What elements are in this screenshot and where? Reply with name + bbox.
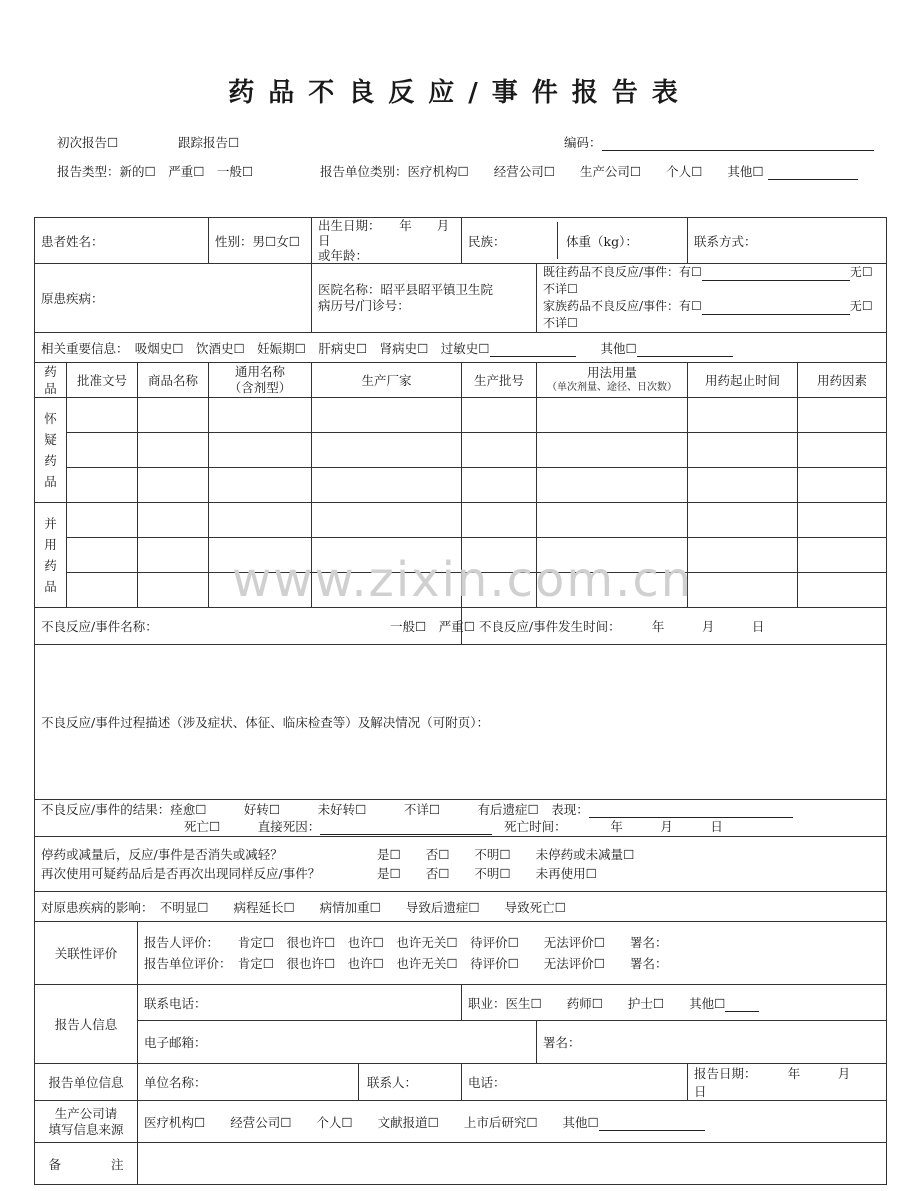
unit-type-field[interactable] (320, 162, 858, 180)
report-date-field[interactable]: 报告日期： 年 月 日 (688, 1064, 887, 1101)
table-cell[interactable] (209, 468, 312, 503)
remark-row (35, 1143, 887, 1185)
table-cell[interactable] (537, 468, 688, 503)
hospital-field[interactable] (312, 264, 537, 333)
form-table (34, 217, 887, 1185)
ethnicity-weight-cell (462, 218, 688, 264)
table-cell[interactable] (312, 503, 462, 538)
gender-field[interactable]: 性别：男☐女☐ (209, 218, 312, 264)
suspect-drug-row (35, 433, 887, 468)
table-cell[interactable] (688, 468, 798, 503)
history-row (35, 264, 887, 333)
dechallenge-field[interactable] (35, 837, 887, 892)
report-type-options[interactable]: 报告类型：新的☐ 严重☐ 一般☐ (57, 164, 254, 179)
form-title: 药品不良反应/事件报告表 (228, 78, 692, 108)
birth-date-label: 出生日期： 年 月 日 (318, 218, 475, 248)
table-cell[interactable] (138, 538, 209, 573)
unit-info-label: 报告单位信息 (35, 1064, 138, 1101)
col-generic-name: 通用名称 （含剂型） (209, 363, 312, 398)
concomitant-drug-row (35, 503, 887, 538)
process-description-field[interactable]: 不良反应/事件过程描述（涉及症状、体征、临床检查等）及解决情况（可附页）： (35, 645, 887, 800)
unit-phone-field[interactable]: 电话： (462, 1064, 688, 1101)
col-batch: 生产批号 (462, 363, 537, 398)
reporter-job-field[interactable] (462, 985, 887, 1021)
family-adr-label: 家族药品不良反应/事件：有☐ (543, 299, 702, 313)
relevance-label: 关联性评价 (35, 922, 138, 985)
allergy-line[interactable] (490, 344, 576, 357)
outcome-options[interactable]: 不良反应/事件的结果：痊愈☐ 好转☐ 未好转☐ 不详☐ 有后遗症☐ 表现： (41, 802, 589, 817)
past-adr-label: 既往药品不良反应/事件：有☐ (543, 265, 702, 279)
table-cell[interactable] (537, 398, 688, 433)
remark-label: 备 注 (35, 1143, 138, 1185)
rechallenge-question: 再次使用可疑药品后是否再次出现同样反应/事件？ (41, 866, 321, 881)
ethnicity-field[interactable]: 民族： (468, 233, 506, 249)
death-cause-line[interactable] (320, 822, 492, 835)
table-cell[interactable] (798, 503, 887, 538)
related-info-field[interactable] (35, 333, 887, 363)
table-cell[interactable] (67, 503, 138, 538)
col-reason: 用药因素 (798, 363, 887, 398)
related-other-line[interactable] (637, 344, 733, 357)
job-other-line[interactable] (725, 999, 759, 1012)
table-cell[interactable] (67, 398, 138, 433)
reporter-phone-field[interactable]: 联系电话： (138, 985, 462, 1021)
remark-field[interactable] (138, 1143, 887, 1185)
reporter-row-1 (35, 985, 887, 1021)
dechallenge-question: 停药或减量后，反应/事件是否消失或减轻？ (41, 847, 283, 862)
source-label: 生产公司请 填写信息来源 (35, 1101, 138, 1143)
dechallenge-options[interactable]: 是☐ 否☐ 不明☐ 未停药或未减量☐ (377, 847, 635, 862)
adr-name-row (35, 608, 887, 645)
table-cell[interactable] (798, 468, 887, 503)
related-info-options[interactable]: 相关重要信息： 吸烟史☐ 饮酒史☐ 妊娠期☐ 肝病史☐ 肾病史☐ 过敏史☐ (41, 340, 490, 356)
adr-time-label[interactable]: 不良反应/事件发生时间： 年 月 日 (478, 619, 765, 634)
table-cell[interactable] (138, 468, 209, 503)
table-cell[interactable] (209, 433, 312, 468)
col-period: 用药起止时间 (688, 363, 798, 398)
unit-evaluation[interactable]: 报告单位评价： 肯定☐ 很也许☐ 也许☐ 也许无关☐ 待评价☐ 无法评价☐ 署名： (144, 956, 668, 971)
unit-type-options[interactable]: 报告单位类别：医疗机构☐ 经营公司☐ 生产公司☐ 个人☐ 其他☐ (320, 164, 764, 179)
col-approval: 批准文号 (67, 363, 138, 398)
table-cell[interactable] (688, 573, 798, 608)
patient-row (35, 218, 887, 264)
dechallenge-row (35, 837, 887, 892)
death-time-label[interactable]: 死亡时间： 年 月 日 (504, 819, 723, 834)
adr-history-field[interactable] (537, 264, 887, 333)
drug-header-row (35, 363, 887, 398)
past-adr-options[interactable]: 无☐ 不详☐ (543, 265, 885, 296)
death-cause-label[interactable]: 死亡☐ 直接死因： (184, 819, 321, 834)
suspect-drug-label: 怀疑药品 (35, 398, 67, 503)
source-field[interactable] (138, 1101, 887, 1143)
family-adr-options[interactable]: 无☐ 不详☐ (543, 299, 885, 330)
adr-severity-time-field[interactable] (390, 608, 887, 645)
table-cell[interactable] (462, 398, 537, 433)
table-cell[interactable] (462, 503, 537, 538)
concomitant-drug-label: 并用药品 (35, 503, 67, 608)
table-cell[interactable] (67, 468, 138, 503)
table-cell[interactable] (138, 573, 209, 608)
table-cell[interactable] (798, 538, 887, 573)
table-cell[interactable] (67, 433, 138, 468)
report-form (34, 217, 886, 1185)
table-cell[interactable] (312, 398, 462, 433)
reporter-evaluation[interactable]: 报告人评价： 肯定☐ 很也许☐ 也许☐ 也许无关☐ 待评价☐ 无法评价☐ 署名： (144, 935, 668, 950)
source-options[interactable]: 医疗机构☐ 经营公司☐ 个人☐ 文献报道☐ 上市后研究☐ 其他☐ (144, 1114, 599, 1130)
table-cell[interactable] (462, 468, 537, 503)
outcome-row (35, 800, 887, 837)
watermark: www.zixin.com.cn (232, 552, 694, 608)
unit-type-other-line[interactable] (768, 165, 858, 180)
code-label: 编码： (564, 135, 602, 150)
table-cell[interactable] (209, 503, 312, 538)
impact-row (35, 892, 887, 922)
suspect-drug-row (35, 398, 887, 433)
col-trade-name: 商品名称 (138, 363, 209, 398)
table-cell[interactable] (138, 433, 209, 468)
table-cell[interactable] (209, 398, 312, 433)
record-number-label: 病历号/门诊号： (318, 298, 410, 313)
col-manufacturer: 生产厂家 (312, 363, 462, 398)
process-row (35, 645, 887, 800)
code-field[interactable] (564, 133, 874, 151)
table-cell[interactable] (688, 433, 798, 468)
col-drug: 药品 (35, 363, 67, 398)
table-cell[interactable] (688, 503, 798, 538)
past-adr-line[interactable] (702, 268, 850, 281)
source-other-line[interactable] (599, 1118, 705, 1131)
first-report-checkbox[interactable]: 初次报告☐ (57, 135, 119, 150)
col-usage: 用法用量 （单次剂量、途径、日次数） (537, 363, 688, 398)
impact-field[interactable]: 对原患疾病的影响： 不明显☐ 病程延长☐ 病情加重☐ 导致后遗症☐ 导致死亡☐ (35, 892, 887, 922)
rechallenge-options[interactable]: 是☐ 否☐ 不明☐ 未再使用☐ (377, 866, 597, 881)
relevance-field[interactable] (138, 922, 887, 985)
table-cell[interactable] (537, 433, 688, 468)
patient-name-field[interactable]: 患者姓名： (35, 218, 209, 264)
reporter-row-2 (35, 1021, 887, 1064)
family-adr-line[interactable] (702, 302, 850, 315)
adr-severity-options[interactable]: 一般☐ 严重☐ (390, 619, 475, 634)
reporter-sign-field[interactable]: 署名： (537, 1021, 887, 1064)
reporter-info-label: 报告人信息 (35, 985, 138, 1064)
table-cell[interactable] (67, 573, 138, 608)
unit-name-field[interactable]: 单位名称： (144, 1075, 207, 1090)
suspect-drug-row (35, 468, 887, 503)
original-disease-field[interactable]: 原患疾病： (35, 264, 312, 333)
unit-name-contact-cell (138, 1064, 462, 1101)
unit-contact-field[interactable]: 联系人： (358, 1064, 417, 1100)
reporter-email-field[interactable]: 电子邮箱： (138, 1021, 537, 1064)
age-label: 或年龄： (318, 248, 369, 263)
relevance-row (35, 922, 887, 985)
contact-field[interactable]: 联系方式： (688, 218, 887, 264)
adr-name-field[interactable]: 不良反应/事件名称： (35, 608, 462, 645)
weight-field[interactable]: 体重（kg）： (557, 222, 638, 259)
source-row (35, 1101, 887, 1143)
sequela-line[interactable] (589, 805, 793, 818)
table-cell[interactable] (537, 503, 688, 538)
table-cell[interactable] (688, 398, 798, 433)
table-cell[interactable] (462, 433, 537, 468)
reporter-job-options[interactable]: 职业：医生☐ 药师☐ 护士☐ 其他☐ (468, 995, 726, 1011)
table-cell[interactable] (138, 398, 209, 433)
follow-report-checkbox[interactable]: 跟踪报告☐ (178, 135, 240, 150)
table-cell[interactable] (798, 573, 887, 608)
unit-row (35, 1064, 887, 1101)
outcome-field[interactable] (35, 800, 887, 837)
hospital-name: 医院名称：昭平县昭平镇卫生院 (318, 282, 494, 297)
table-cell[interactable] (312, 433, 462, 468)
related-info-other[interactable]: 其他☐ (600, 340, 637, 356)
related-info-row (35, 333, 887, 363)
birth-field[interactable] (312, 218, 475, 264)
table-cell[interactable] (798, 433, 887, 468)
table-cell[interactable] (67, 538, 138, 573)
table-cell[interactable] (138, 503, 209, 538)
code-input-line[interactable] (602, 136, 874, 151)
table-cell[interactable] (688, 538, 798, 573)
table-cell[interactable] (312, 468, 462, 503)
table-cell[interactable] (798, 398, 887, 433)
